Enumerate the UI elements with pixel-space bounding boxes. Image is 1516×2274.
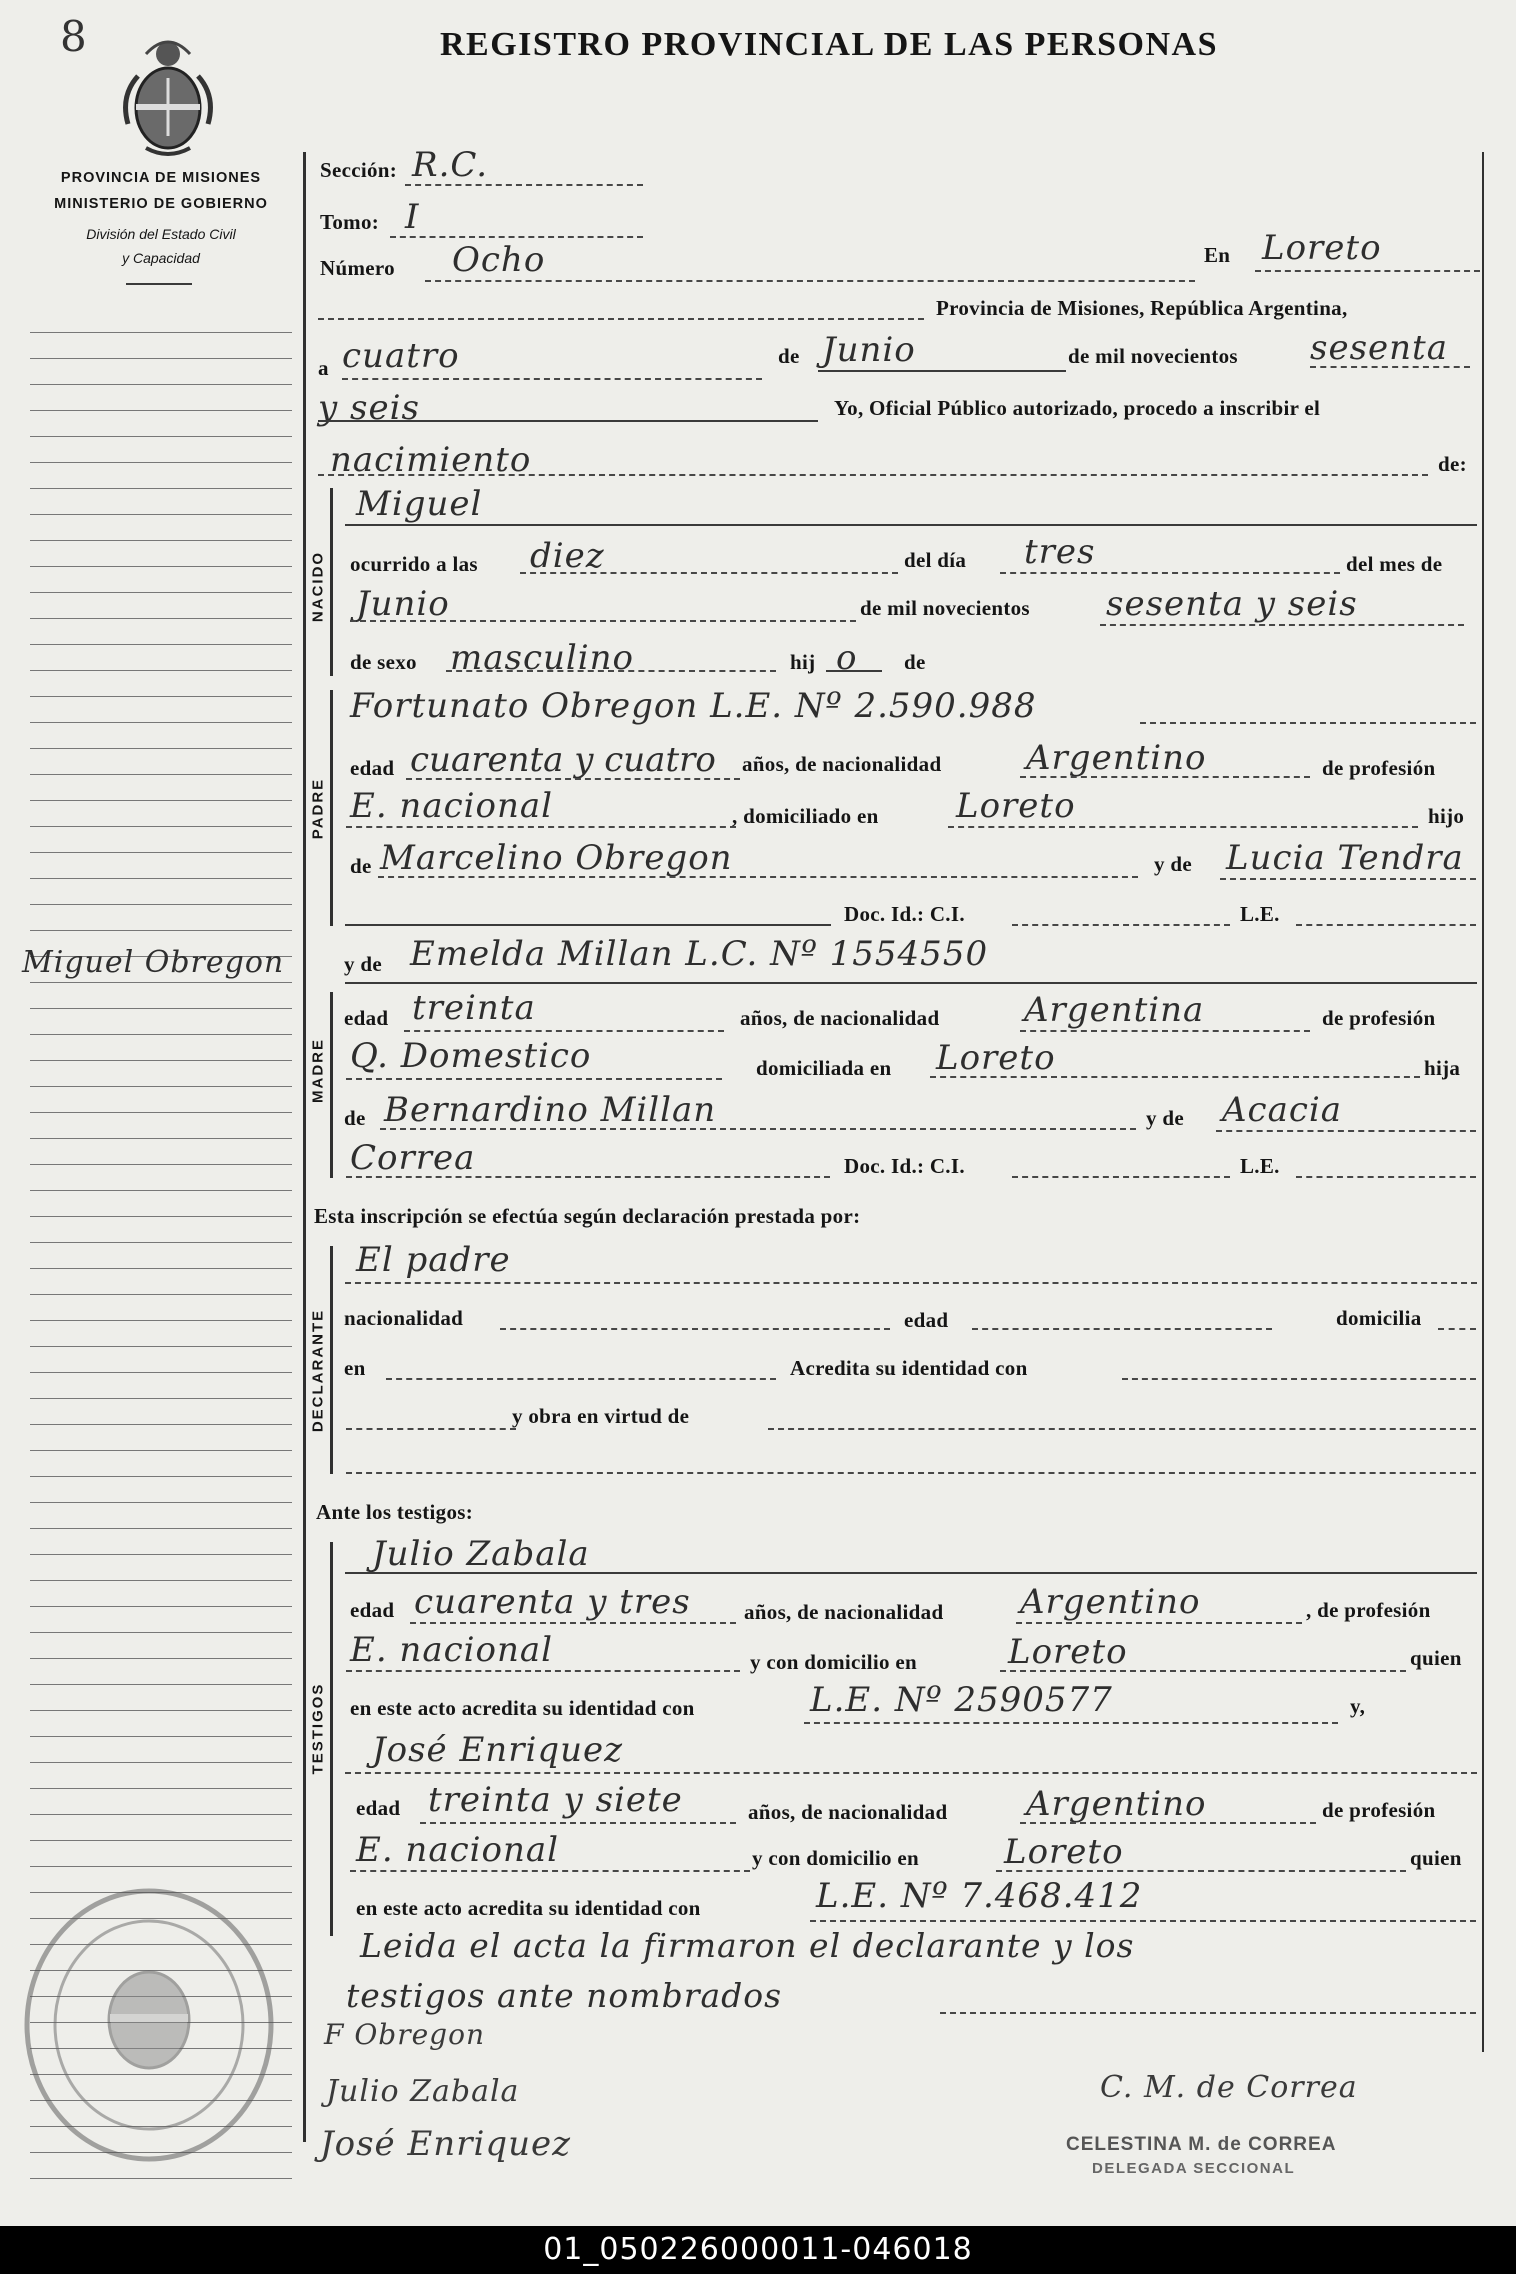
- margin-rule-line: [30, 592, 292, 593]
- margin-rule-line: [30, 1242, 292, 1243]
- margin-rule-line: [30, 1684, 292, 1685]
- testigo-1-prof-label: , de profesión: [1306, 1598, 1431, 1622]
- margin-rule-line: [30, 1268, 292, 1269]
- padre-doc-label: Doc. Id.: C.I.: [844, 902, 965, 926]
- margin-rule-line: [30, 2178, 292, 2179]
- margin-rule-line: [30, 774, 292, 775]
- padre-edad-label: edad: [350, 756, 395, 780]
- division-name: División del Estado Civil: [86, 226, 236, 242]
- margin-rule-line: [30, 462, 292, 463]
- margin-rule-line: [30, 1814, 292, 1815]
- testigo-1-dom-label: y con domicilio en: [750, 1650, 917, 1674]
- testigo-2-acredita-label: en este acto acredita su identidad con: [356, 1896, 701, 1920]
- coat-of-arms-emblem: [118, 36, 218, 160]
- image-code: 01_050226000011-046018: [0, 2226, 1516, 2274]
- testigo-2-nac-value: Argentino: [1026, 1784, 1207, 1824]
- madre-prof-label: de profesión: [1322, 1006, 1436, 1030]
- margin-rule-line: [30, 1632, 292, 1633]
- margin-rule-line: [30, 1866, 292, 1867]
- numero-label: Número: [320, 256, 395, 280]
- margin-rule-line: [30, 826, 292, 827]
- testigo-2-edad-label: edad: [356, 1796, 401, 1820]
- testigo-1-y-label: y,: [1350, 1694, 1366, 1718]
- madre-edad-label: edad: [344, 1006, 389, 1030]
- day-value: cuatro: [342, 336, 460, 376]
- padre-le-label: L.E.: [1240, 902, 1280, 926]
- madre-nac-value: Argentina: [1024, 990, 1205, 1030]
- signature-testigo-2: José Enriquez: [320, 2124, 572, 2164]
- margin-rule-line: [30, 1060, 292, 1061]
- madre-hija-label: hija: [1424, 1056, 1461, 1080]
- margin-rule-line: [30, 878, 292, 879]
- margin-rule-line: [30, 514, 292, 515]
- de-colon: de:: [1438, 452, 1467, 476]
- margin-rule-line: [30, 410, 292, 411]
- margin-rule-line: [30, 1502, 292, 1503]
- margin-rule-line: [30, 488, 292, 489]
- margin-rule-line: [30, 1320, 292, 1321]
- margin-rule-line: [30, 696, 292, 697]
- nacido-day-value: tres: [1024, 532, 1096, 572]
- declarante-en-label: en: [344, 1356, 366, 1380]
- a-label: a: [318, 356, 329, 380]
- seccion-label: Sección:: [320, 158, 398, 182]
- margin-rule-line: [30, 1164, 292, 1165]
- margin-rule-line: [30, 1606, 292, 1607]
- padre-prof-value: E. nacional: [350, 786, 554, 826]
- margin-rule-line: [30, 1008, 292, 1009]
- madre-yde-label: y de: [344, 952, 382, 976]
- acto-value: nacimiento: [330, 440, 532, 480]
- madre-name: Emelda Millan L.C. Nº 1554550: [410, 934, 989, 974]
- madre-mother-value-2: Correa: [350, 1138, 476, 1178]
- margin-rule-line: [30, 1034, 292, 1035]
- testigo-2-prof-label: de profesión: [1322, 1798, 1436, 1822]
- ocurrido-label: ocurrido a las: [350, 552, 478, 576]
- margin-rule-line: [30, 1788, 292, 1789]
- margin-rule-line: [30, 670, 292, 671]
- margin-rule-line: [30, 982, 292, 983]
- madre-father-value: Bernardino Millan: [384, 1090, 717, 1130]
- madre-nac-label: años, de nacionalidad: [740, 1006, 940, 1030]
- margin-rule-line: [30, 852, 292, 853]
- declarante-domicilia-label: domicilia: [1336, 1306, 1422, 1330]
- margin-rule-line: [30, 384, 292, 385]
- margin-rule-line: [30, 1294, 292, 1295]
- nacido-month-value: Junio: [356, 584, 450, 624]
- margin-rule-line: [30, 1190, 292, 1191]
- testigo-1-edad-label: edad: [350, 1598, 395, 1622]
- madre-le-label: L.E.: [1240, 1154, 1280, 1178]
- official-stamp-role: DELEGADA SECCIONAL: [1092, 2160, 1296, 2177]
- margin-rule-line: [30, 1658, 292, 1659]
- testigos-section-label: TESTIGOS: [309, 1682, 327, 1775]
- margin-rule-line: [30, 1528, 292, 1529]
- margin-rule-line: [30, 618, 292, 619]
- page-number: 8: [60, 12, 87, 61]
- tomo-label: Tomo:: [320, 210, 380, 234]
- testigo-1-edad-value: cuarenta y tres: [414, 1582, 691, 1622]
- padre-dom-value: Loreto: [956, 786, 1076, 826]
- ante-testigos-label: Ante los testigos:: [316, 1500, 474, 1524]
- margin-rule-line: [30, 1372, 292, 1373]
- oficial-text: Yo, Oficial Público autorizado, procedo a inscribir el: [834, 396, 1321, 420]
- padre-edad-value: cuarenta y cuatro: [410, 740, 716, 780]
- testigo-1-dom-value: Loreto: [1008, 1632, 1128, 1672]
- margin-rule-line: [30, 904, 292, 905]
- declaracion-text: Esta inscripción se efectúa según declaración prestada por:: [314, 1204, 861, 1228]
- margin-rule-line: [30, 1086, 292, 1087]
- declarante-nac-label: nacionalidad: [344, 1306, 464, 1330]
- nacido-mil-label: de mil novecientos: [860, 596, 1030, 620]
- margin-rule-line: [30, 540, 292, 541]
- tomo-value: I: [405, 197, 420, 237]
- declarante-obra-label: y obra en virtud de: [512, 1404, 690, 1428]
- declarante-acredita-label: Acredita su identidad con: [790, 1356, 1028, 1380]
- margin-rule-line: [30, 1216, 292, 1217]
- margin-rule-line: [30, 1762, 292, 1763]
- margin-rule-line: [30, 1450, 292, 1451]
- margin-rule-line: [30, 1476, 292, 1477]
- mil-label: de mil novecientos: [1068, 344, 1238, 368]
- padre-nac-label: años, de nacionalidad: [742, 752, 942, 776]
- padre-de-label: de: [350, 854, 372, 878]
- margin-rule-line: [30, 800, 292, 801]
- testigo-2-doc-value: L.E. Nº 7.468.412: [816, 1876, 1143, 1916]
- declarante-section-label: DECLARANTE: [309, 1308, 327, 1433]
- margin-rule-line: [30, 1710, 292, 1711]
- madre-dom-label: domiciliada en: [756, 1056, 892, 1080]
- header-underline: [126, 283, 192, 285]
- hour-value: diez: [530, 536, 605, 576]
- testigo-2-nac-label: años, de nacionalidad: [748, 1800, 948, 1824]
- nacido-year-value: sesenta y seis: [1106, 584, 1358, 624]
- madre-dom-value: Loreto: [936, 1038, 1056, 1078]
- margin-rule-line: [30, 1840, 292, 1841]
- ministry-name: MINISTERIO DE GOBIERNO: [54, 196, 268, 212]
- right-border: [1482, 152, 1484, 2052]
- sexo-label: de sexo: [350, 650, 417, 674]
- nacido-de-label: de: [904, 650, 926, 674]
- en-value: Loreto: [1262, 228, 1382, 268]
- year-value-2: y seis: [318, 388, 420, 428]
- padre-yde-label: y de: [1154, 852, 1192, 876]
- official-seal: [14, 1880, 284, 2170]
- padre-name: Fortunato Obregon L.E. Nº 2.590.988: [350, 686, 1037, 726]
- testigo-2-name: José Enriquez: [372, 1730, 624, 1770]
- signature-testigo-1: Julio Zabala: [326, 2074, 520, 2109]
- padre-nac-value: Argentino: [1026, 738, 1207, 778]
- madre-mother-value-1: Acacia: [1222, 1090, 1343, 1130]
- margin-note: Miguel Obregon: [22, 945, 285, 980]
- del-dia-label: del día: [904, 548, 967, 572]
- del-mes-label: del mes de: [1346, 552, 1443, 576]
- margin-rule-line: [30, 748, 292, 749]
- signature-official: C. M. de Correa: [1100, 2070, 1358, 2105]
- testigo-2-edad-value: treinta y siete: [428, 1780, 683, 1820]
- testigo-1-nac-label: años, de nacionalidad: [744, 1600, 944, 1624]
- testigo-2-prof-value: E. nacional: [356, 1830, 560, 1870]
- margin-rule-line: [30, 1346, 292, 1347]
- margin-rule-line: [30, 1138, 292, 1139]
- margin-rule-line: [30, 644, 292, 645]
- testigo-1-nac-value: Argentino: [1020, 1582, 1201, 1622]
- madre-de-label: de: [344, 1106, 366, 1130]
- margin-rule-line: [30, 1580, 292, 1581]
- testigo-2-dom-label: y con domicilio en: [752, 1846, 919, 1870]
- nacido-name: Miguel: [356, 484, 483, 524]
- margin-rule-line: [30, 1736, 292, 1737]
- province-name: PROVINCIA DE MISIONES: [60, 170, 262, 186]
- testigo-1-acredita-label: en este acto acredita su identidad con: [350, 1696, 695, 1720]
- closing-line-2: testigos ante nombrados: [346, 1976, 783, 2015]
- testigo-1-prof-value: E. nacional: [350, 1630, 554, 1670]
- declarante-edad-label: edad: [904, 1308, 949, 1332]
- testigo-2-quien-label: quien: [1410, 1846, 1462, 1870]
- de-label: de: [778, 344, 800, 368]
- closing-line-1: Leida el acta la firmaron el declarante y los: [360, 1926, 1135, 1965]
- margin-rule-line: [30, 722, 292, 723]
- signature-declarante: F Obregon: [324, 2018, 485, 2051]
- padre-mother-value: Lucia Tendra: [1226, 838, 1464, 878]
- official-stamp-name: CELESTINA M. de CORREA: [1066, 2134, 1337, 2155]
- testigo-1-doc-value: L.E. Nº 2590577: [810, 1680, 1113, 1720]
- madre-prof-value: Q. Domestico: [350, 1036, 592, 1076]
- madre-doc-label: Doc. Id.: C.I.: [844, 1154, 965, 1178]
- hij-value: o: [836, 638, 858, 678]
- testigo-1-name: Julio Zabala: [372, 1534, 590, 1574]
- margin-rule-line: [30, 1424, 292, 1425]
- madre-yde2-label: y de: [1146, 1106, 1184, 1130]
- margin-rule-line: [30, 566, 292, 567]
- year-value-1: sesenta: [1310, 328, 1448, 368]
- padre-section-label: PADRE: [309, 777, 327, 840]
- madre-edad-value: treinta: [412, 988, 536, 1028]
- padre-prof-label: de profesión: [1322, 756, 1436, 780]
- margin-rule-line: [30, 1398, 292, 1399]
- margin-rule-line: [30, 1554, 292, 1555]
- sexo-value: masculino: [450, 638, 635, 678]
- en-label: En: [1204, 243, 1231, 267]
- document-title: REGISTRO PROVINCIAL DE LAS PERSONAS: [440, 26, 1218, 63]
- margin-rule-line: [30, 1112, 292, 1113]
- madre-section-label: MADRE: [309, 1038, 327, 1103]
- hij-label: hij: [790, 650, 816, 674]
- seccion-value: R.C.: [412, 145, 489, 185]
- margin-divider: [303, 152, 306, 2142]
- nacido-section-label: NACIDO: [309, 550, 327, 623]
- numero-value: Ocho: [452, 240, 546, 280]
- provincia-text: Provincia de Misiones, República Argentina,: [936, 296, 1348, 320]
- margin-rule-line: [30, 332, 292, 333]
- division-name-2: y Capacidad: [122, 250, 200, 266]
- margin-rule-line: [30, 930, 292, 931]
- padre-hijo-label: hijo: [1428, 804, 1465, 828]
- padre-father-value: Marcelino Obregon: [380, 838, 733, 878]
- declarante-name: El padre: [356, 1240, 511, 1280]
- month-value: Junio: [822, 330, 916, 370]
- testigo-1-quien-label: quien: [1410, 1646, 1462, 1670]
- testigo-2-dom-value: Loreto: [1004, 1832, 1124, 1872]
- padre-dom-label: , domiciliado en: [732, 804, 879, 828]
- margin-rule-line: [30, 358, 292, 359]
- margin-rule-line: [30, 436, 292, 437]
